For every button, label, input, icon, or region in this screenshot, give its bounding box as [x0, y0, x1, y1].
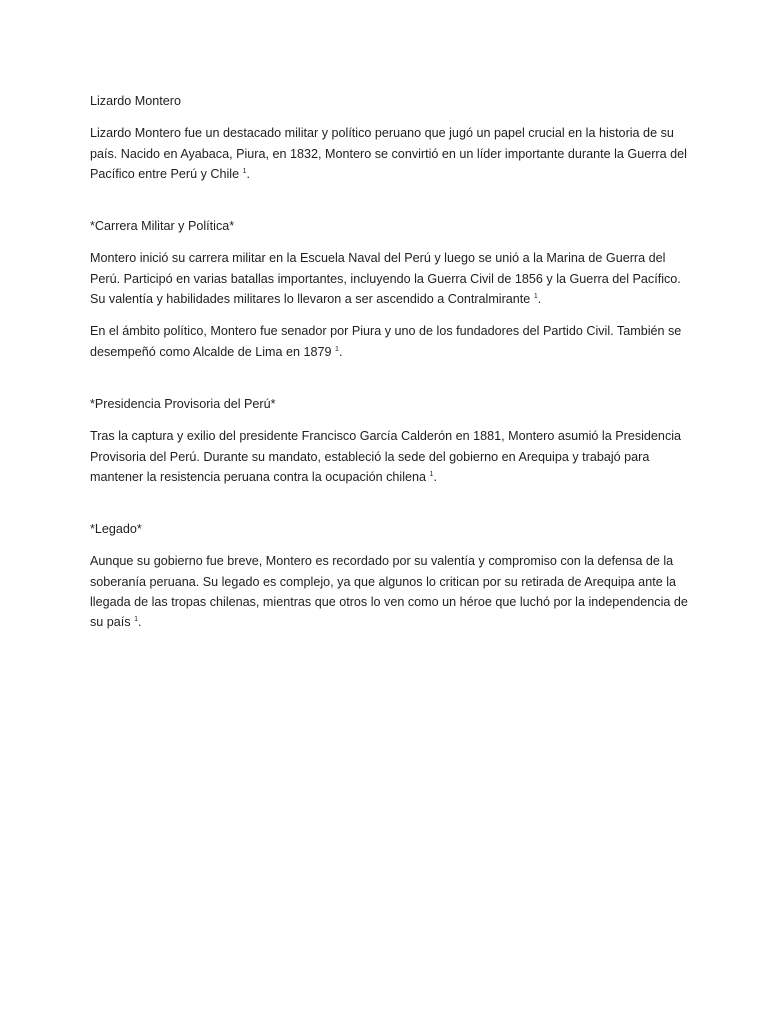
footnote-ref: 1: [335, 345, 339, 353]
paragraph-text: Lizardo Montero fue un destacado militar y político peruano que jugó un papel crucial en la historia de su país. Nacido en Ayabaca, Piura, en 1832, Montero se convirtió en un líder importante durante la Guerra del Pacífico entre Perú y Chile: [90, 126, 687, 181]
paragraph-text: En el ámbito político, Montero fue senador por Piura y uno de los fundadores del Partido Civil. También se desempeñó como Alcalde de Lima en 1879: [90, 324, 682, 359]
section-paragraph: [90, 248, 690, 309]
section-heading-legado: *Legado*: [90, 522, 142, 537]
footnote-ref: 1: [533, 293, 538, 301]
section-heading-presidencia: *Presidencia Provisoria del Perú*: [90, 396, 276, 411]
section-paragraph: [90, 321, 690, 362]
paragraph-end: .: [338, 344, 343, 359]
section-paragraph: [90, 551, 690, 632]
section-paragraph: [90, 426, 690, 487]
footnote-ref: 1: [429, 470, 434, 478]
section-heading-carrera: *Carrera Militar y Política*: [90, 219, 235, 234]
paragraph-end: .: [537, 292, 542, 307]
paragraph-text: Aunque su gobierno fue breve, Montero es recordado por su valentía y compromiso con la defensa de la soberanía peruana. Su legado es complejo, ya que algunos lo critican por su retirada de Arequipa ante la llegada de las tropas chilenas, mientras que otros lo ven como un héroe que luchó por la independencia de su país: [90, 554, 688, 630]
footnote-ref: 1: [134, 616, 139, 624]
paragraph-text: Tras la captura y exilio del presidente Francisco García Calderón en 1881, Montero asumió la Presidencia Provisoria del Perú. Durante su mandato, estableció la sede del gobierno en Arequipa y trabajó para mantener la resistencia peruana contra la ocupación chilena: [90, 429, 682, 484]
paragraph-end: .: [433, 469, 437, 484]
paragraph-text: Montero inició su carrera militar en la Escuela Naval del Perú y luego se unió a la Marina de Guerra del Perú. Participó en varias batallas importantes, incluyendo la Guerra Civil de 1856 y la Guerra del Pacífico. Su valentía y habilidades militares lo llevaron a ser ascendido a Contralmirante: [90, 251, 681, 307]
footnote-ref: 1: [242, 167, 247, 175]
document-title: Lizardo Montero: [90, 94, 182, 108]
intro-paragraph: [90, 123, 690, 184]
document-body: [90, 91, 690, 645]
paragraph-end: .: [246, 166, 251, 181]
paragraph-end: .: [138, 615, 142, 630]
